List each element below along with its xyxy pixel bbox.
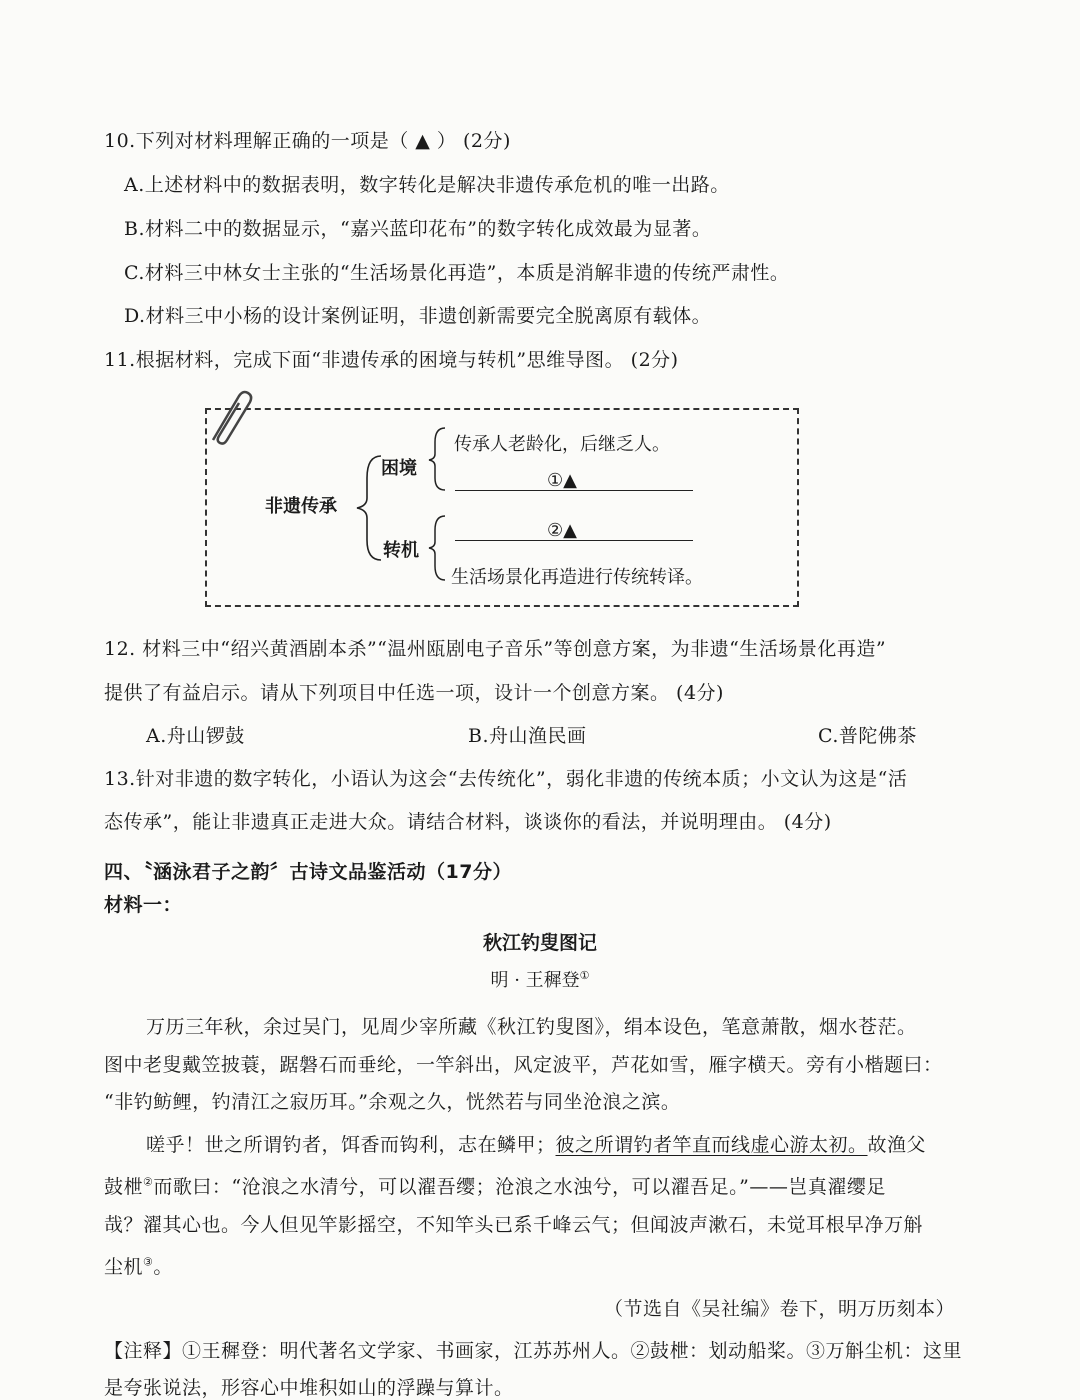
mindmap-blank-2: ②▲ xyxy=(547,520,577,541)
q10-option-d: D.材料三中小杨的设计案例证明，非遗创新需要完全脱离原有载体。 xyxy=(124,305,712,327)
essay-p1-line-2: 图中老叟戴笠披蓑，踞磐石而垂纶，一竿斜出，风定波平，芦花如雪，雁字横天。旁有小楷题曰： xyxy=(104,1054,943,1076)
p2-text-a: 嗟乎！世之所谓钓者，饵香而钩利，志在鳞甲； xyxy=(146,1134,556,1156)
note-mark-3: ③ xyxy=(143,1255,154,1269)
q13-line-1: 13.针对非遗的数字转化，小语认为这会“去传统化”，弱化非遗的传统本质；小文认为这是“活 xyxy=(104,768,908,790)
q12-line-2: 提供了有益启示。请从下列项目中任选一项，设计一个创意方案。 (4分) xyxy=(104,682,724,704)
essay-title: 秋江钓叟图记 xyxy=(482,932,597,954)
essay-author xyxy=(0,966,1080,992)
essay-source: （节选自《吴社编》卷下，明万历刻本） xyxy=(604,1298,956,1320)
q10-option-a: A.上述材料中的数据表明，数字转化是解决非遗传承危机的唯一出路。 xyxy=(124,174,730,196)
q10-stem: 10.下列对材料理解正确的一项是（ ▲ ） (2分) xyxy=(104,130,511,152)
note-mark-2: ② xyxy=(143,1175,154,1189)
essay-p2-line-2 xyxy=(104,1172,886,1199)
q12-option-c: C.普陀佛茶 xyxy=(818,725,917,747)
mind-map xyxy=(205,408,799,607)
q10-option-c: C.材料三中林女士主张的“生活场景化再造”，本质是消解非遗的传统严肃性。 xyxy=(124,262,790,284)
mindmap-branch2-item: 生活场景化再造进行传统转译。 xyxy=(451,567,703,588)
essay-p2-line-4 xyxy=(104,1252,173,1279)
mindmap-blank-1: ①▲ xyxy=(547,470,577,491)
underlined-sentence: 彼之所谓钓者竿直而线虚心游太初。 xyxy=(555,1134,868,1156)
p2-text-c: 故渔父 xyxy=(867,1134,927,1156)
mindmap-branch1-item: 传承人老龄化，后继乏人。 xyxy=(454,434,670,455)
essay-p1-line-1: 万历三年秋，余过吴门，见周少宰所藏《秋江钓叟图》，绢本设色，笔意萧散，烟水苍茫。 xyxy=(146,1016,917,1038)
mindmap-blank-1-line xyxy=(455,490,693,491)
p2-chenji: 尘机 xyxy=(104,1256,144,1278)
section-heading: 四、〝涵泳君子之韵〞古诗文品鉴活动（17分） xyxy=(104,861,512,883)
mindmap-root: 非遗传承 xyxy=(265,496,337,517)
p2-song: 而歌曰：“沧浪之水清兮，可以濯吾缨；沧浪之水浊兮，可以濯吾足。”——岂真濯缨足 xyxy=(153,1176,886,1198)
q12-option-a: A.舟山锣鼓 xyxy=(146,725,245,747)
author-note-mark: ① xyxy=(579,969,590,982)
author-name: 明 · 王穉登 xyxy=(490,970,580,991)
essay-p1-line-3: “非钓鲂鲤，钓清江之寂历耳。”余观之久，恍然若与同坐沧浪之滨。 xyxy=(104,1091,681,1113)
q13-line-2: 态传承”，能让非遗真正走进大众。请结合材料，谈谈你的看法，并说明理由。 (4分) xyxy=(104,811,832,833)
notes-line-2: 是夸张说法，形容心中堆积如山的浮躁与算计。 xyxy=(104,1377,514,1399)
mindmap-branch-1: 困境 xyxy=(381,458,417,479)
essay-p2-line-1 xyxy=(146,1130,926,1157)
p2-guyi: 鼓枻 xyxy=(104,1176,144,1198)
essay-p2-line-3: 哉？濯其心也。今人但见竿影摇空，不知竿头已系千峰云气；但闻波声漱石，未觉耳根早净万斛 xyxy=(104,1214,924,1236)
branch2-brace xyxy=(425,512,449,584)
p2-end: 。 xyxy=(153,1256,173,1278)
mindmap-branch-2: 转机 xyxy=(383,540,419,561)
q11-stem: 11.根据材料，完成下面“非遗传承的困境与转机”思维导图。 (2分) xyxy=(104,349,679,371)
material-label: 材料一： xyxy=(104,894,183,916)
paperclip-icon xyxy=(199,388,259,448)
branch1-brace xyxy=(425,424,449,494)
mindmap-blank-2-line xyxy=(455,540,693,541)
q10-option-b: B.材料二中的数据显示，“嘉兴蓝印花布”的数字转化成效最为显著。 xyxy=(124,218,712,240)
q12-line-1: 12. 材料三中“绍兴黄酒剧本杀”“温州瓯剧电子音乐”等创意方案，为非遗“生活场景化再造” xyxy=(104,638,887,660)
notes-line-1: 【注释】①王穉登：明代著名文学家、书画家，江苏苏州人。②鼓枻：划动船桨。③万斛尘机：这里 xyxy=(104,1340,963,1362)
q12-option-b: B.舟山渔民画 xyxy=(468,725,587,747)
